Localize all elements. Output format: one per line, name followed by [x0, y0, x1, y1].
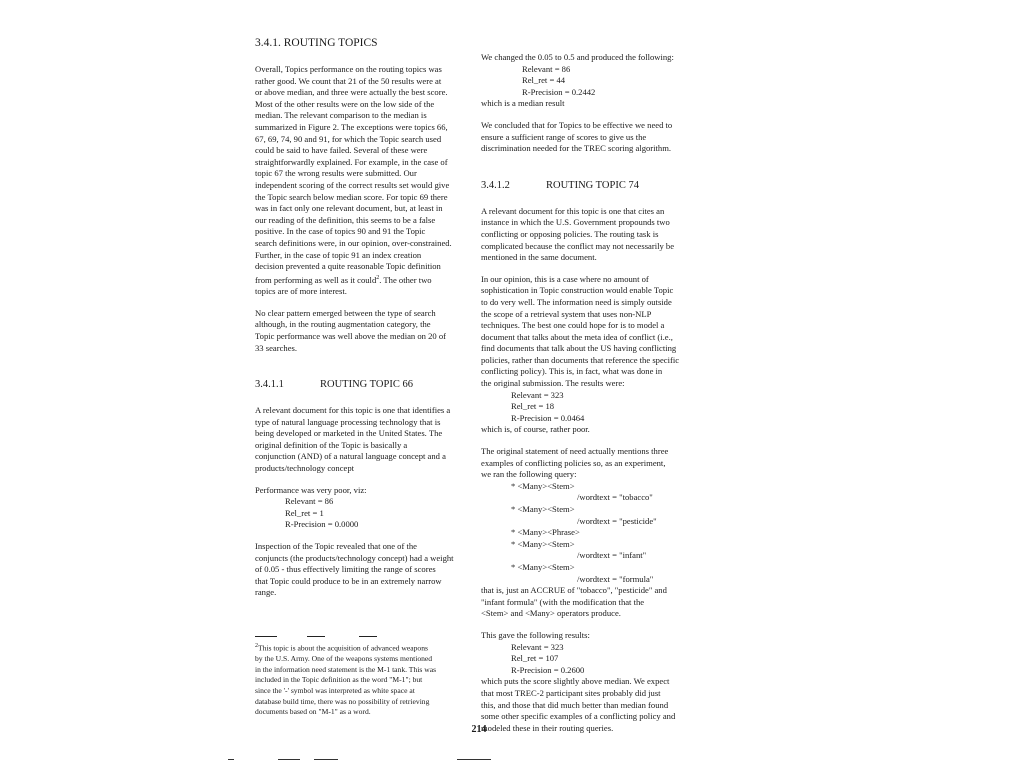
text-line: ensure a sufficient range of scores to give us the — [481, 131, 647, 142]
text-line: being developed or marketed in the United States. The — [255, 428, 443, 439]
changed-after: which is a median result — [481, 98, 565, 109]
result-line: Relevant = 86 — [522, 63, 571, 74]
result-line: R-Precision = 0.2600 — [511, 664, 585, 675]
query-line: * <Many><Stem> — [511, 480, 575, 491]
result-line: Rel_ret = 1 — [285, 507, 324, 518]
text-line — [255, 273, 467, 286]
text-line: Overall, Topics performance on the routing topics was — [255, 64, 442, 74]
result-line: Relevant = 86 — [285, 496, 334, 507]
query-line: /wordtext = "tobacco" — [577, 492, 653, 503]
text-line: techniques. The best one could hope for is to model a — [481, 320, 665, 331]
text-line: the original submission. The results were: — [481, 378, 625, 389]
result-line: R-Precision = 0.0000 — [285, 519, 359, 530]
text-line: or above median, and three were actually the best score. — [255, 87, 448, 98]
paragraph-topic74 — [481, 206, 691, 264]
text-line: conflicting or opposing policies. The routing task is — [481, 228, 659, 239]
text-line: since the '-' symbol was interpreted as white space at — [255, 685, 415, 695]
paragraph-conclusion — [481, 120, 691, 155]
subsection-title: ROUTING TOPIC 74 — [546, 179, 639, 191]
paragraph-pattern — [255, 308, 467, 354]
text-line: our reading of the definition, this seems to be a false — [255, 214, 436, 225]
text-line: which puts the score slightly above median. We expect — [481, 676, 670, 687]
text-line: 33 searches. — [255, 342, 297, 353]
text-line: A relevant document for this topic is one that cites an — [481, 205, 665, 216]
paragraph-inspection — [255, 541, 467, 599]
text-line: by the U.S. Army. One of the weapons systems mentioned — [255, 654, 433, 664]
query-listing — [481, 481, 691, 585]
result-line: R-Precision = 0.0464 — [511, 412, 585, 423]
subsection-number: 3.4.1.1 — [255, 379, 284, 391]
text-line: of 0.05 - thus effectively limiting the range of scores — [255, 564, 436, 575]
query-line: * <Many><Stem> — [511, 538, 575, 549]
results-original — [481, 390, 691, 425]
text-line: this, and those that did much better than median found — [481, 699, 669, 710]
text-line: to do very well. The information need is simply outside — [481, 296, 672, 307]
text-line: instance in which the U.S. Government propounds two — [481, 217, 670, 228]
footnote-marker: 2 — [376, 274, 380, 281]
text-line: independent scoring of the correct results set would give — [255, 179, 450, 190]
footnote-separator — [255, 629, 467, 641]
text-fragment: from performing as well as it could — [255, 274, 377, 285]
text-line — [255, 641, 467, 654]
text-line: original definition of the Topic is basically a — [255, 439, 408, 450]
text-line: mentioned in the same document. — [481, 252, 597, 263]
changed-intro: We changed the 0.05 to 0.5 and produced the following: — [481, 52, 674, 62]
text-line: The original statement of need actually mentions three — [481, 446, 669, 457]
text-line: decision prevented a quite reasonable Topic definition — [255, 261, 441, 272]
text-line: type of natural language processing technology that is — [255, 416, 441, 427]
subsection-title: ROUTING TOPIC 66 — [320, 379, 413, 391]
text-line: Most of the other results were on the low side of the — [255, 98, 435, 109]
text-line: straightforwardly explained. For example, in the case of — [255, 156, 448, 167]
performance-results — [255, 496, 467, 531]
text-line: find documents that talk about the US having conflicting — [481, 343, 677, 354]
scan-artifact — [457, 759, 491, 760]
text-line: "infant formula" (with the modification that the — [481, 596, 645, 607]
right-column — [481, 52, 691, 734]
footnote — [255, 641, 467, 718]
results-new-intro: This gave the following results: — [481, 629, 590, 640]
text-line: median. The relevant comparison to the median is — [255, 110, 427, 121]
scan-artifact — [228, 759, 234, 760]
query-line: * <Many><Phrase> — [511, 527, 580, 538]
text-line: A relevant document for this topic is one that identifies a — [255, 405, 451, 416]
text-line: some other specific examples of a conflicting policy and — [481, 711, 676, 722]
query-line: * <Many><Stem> — [511, 504, 575, 514]
text-line: 67, 69, 74, 90 and 91, for which the Topic search used — [255, 133, 442, 144]
text-line: was in fact only one relevant document, but, at least in — [255, 203, 443, 214]
text-line: document that talks about the meta idea of conflict (i.e., — [481, 331, 673, 342]
text-line: conflicting policy). This is, in fact, what was done in — [481, 366, 663, 377]
paragraph-opinion — [481, 274, 691, 390]
paragraph-expect — [481, 676, 691, 734]
text-line: No clear pattern emerged between the type of search — [255, 307, 436, 318]
footnote-marker: 2 — [255, 643, 258, 650]
scan-artifact — [278, 759, 300, 760]
results-original-after: which is, of course, rather poor. — [481, 424, 590, 435]
text-line: positive. In the case of topics 90 and 91 the Topic — [255, 226, 426, 237]
text-line: conjunction (AND) of a natural language concept and a — [255, 451, 446, 462]
text-line: documents based on "M-1" as a word. — [255, 707, 371, 717]
text-line: products/technology concept — [255, 463, 355, 474]
text-line: in the information need statement is the M-1 tank. This was — [255, 664, 437, 674]
paragraph-topic66 — [255, 405, 467, 475]
result-line: Rel_ret = 107 — [511, 653, 559, 664]
text-line: complicated because the conflict may not necessarily be — [481, 240, 675, 251]
text-line: policies, rather than documents that reference the specific — [481, 354, 680, 365]
query-line: /wordtext = "infant" — [577, 550, 647, 561]
text-line: topic 67 the wrong results were submitted. Our — [255, 168, 417, 179]
query-line: * <Many><Stem> — [511, 561, 575, 572]
text-line: Further, in the case of topic 91 an index creation — [255, 249, 422, 260]
text-line: summarized in Figure 2. The exceptions were topics 66, — [255, 121, 448, 132]
text-line: In our opinion, this is a case where no amount of — [481, 273, 649, 284]
text-fragment: . The other two — [379, 274, 432, 285]
text-line: We concluded that for Topics to be effective we need to — [481, 119, 673, 130]
subsection-number: 3.4.1.2 — [481, 179, 510, 191]
result-line: Relevant = 323 — [511, 389, 564, 400]
performance-intro: Performance was very poor, viz: — [255, 484, 367, 495]
query-line: /wordtext = "pesticide" — [577, 515, 657, 526]
text-line: the scope of a retrieval system that uses non-NLP — [481, 308, 652, 319]
text-line: Topic performance was well above the median on 20 of — [255, 330, 447, 341]
results-new — [481, 642, 691, 677]
text-line: modeled these in their routing queries. — [481, 722, 614, 733]
text-line: that is, just an ACCRUE of "tobacco", "pesticide" and — [481, 585, 667, 596]
query-line: /wordtext = "formula" — [577, 573, 654, 584]
text-line: that most TREC-2 participant sites probably did just — [481, 687, 661, 698]
text-line: sophistication in Topic construction would enable Topic — [481, 285, 674, 296]
changed-results — [481, 64, 691, 99]
result-line: Rel_ret = 44 — [522, 75, 566, 86]
text-line: search definitions were, in our opinion, over-constrained. — [255, 237, 452, 248]
text-line: that Topic could produce to be in an extremely narrow — [255, 575, 442, 586]
paragraph-accrue — [481, 585, 691, 620]
text-line: although, in the routing augmentation category, the — [255, 319, 431, 330]
text-line: conjuncts (the products/technology concept) had a weight — [255, 552, 454, 563]
result-line: Relevant = 323 — [511, 641, 564, 652]
text-line: the Topic search below median score. For topic 69 there — [255, 191, 448, 202]
subsection-heading-66 — [255, 378, 467, 391]
text-line: could be said to have failed. Several of these were — [255, 145, 428, 156]
text-line: database build time, there was no possibility of retrieving — [255, 696, 430, 706]
paragraph-statement — [481, 446, 691, 481]
page-number: 214 — [471, 724, 487, 735]
paragraph-overall — [255, 64, 467, 298]
text-line: we ran the following query: — [481, 469, 577, 480]
section-heading: 3.4.1. ROUTING TOPICS — [255, 37, 378, 49]
text-fragment: This topic is about the acquisition of advanced weapons — [258, 643, 428, 653]
text-line: rather good. We count that 21 of the 50 results were at — [255, 75, 442, 86]
left-column — [255, 36, 467, 718]
text-line: examples of conflicting policies so, as an experiment, — [481, 457, 666, 468]
text-line: range. — [255, 587, 277, 598]
text-line: <Stem> and <Many> operators produce. — [481, 608, 621, 619]
text-line: included in the Topic definition as the word "M-1"; but — [255, 675, 423, 685]
text-line: topics are of more interest. — [255, 286, 347, 297]
subsection-heading-74 — [481, 179, 691, 192]
result-line: Rel_ret = 18 — [511, 401, 555, 412]
scan-artifact — [314, 759, 338, 760]
text-line: discrimination needed for the TREC scoring algorithm. — [481, 143, 672, 154]
text-line: Inspection of the Topic revealed that one of the — [255, 541, 417, 552]
result-line: R-Precision = 0.2442 — [522, 86, 596, 97]
